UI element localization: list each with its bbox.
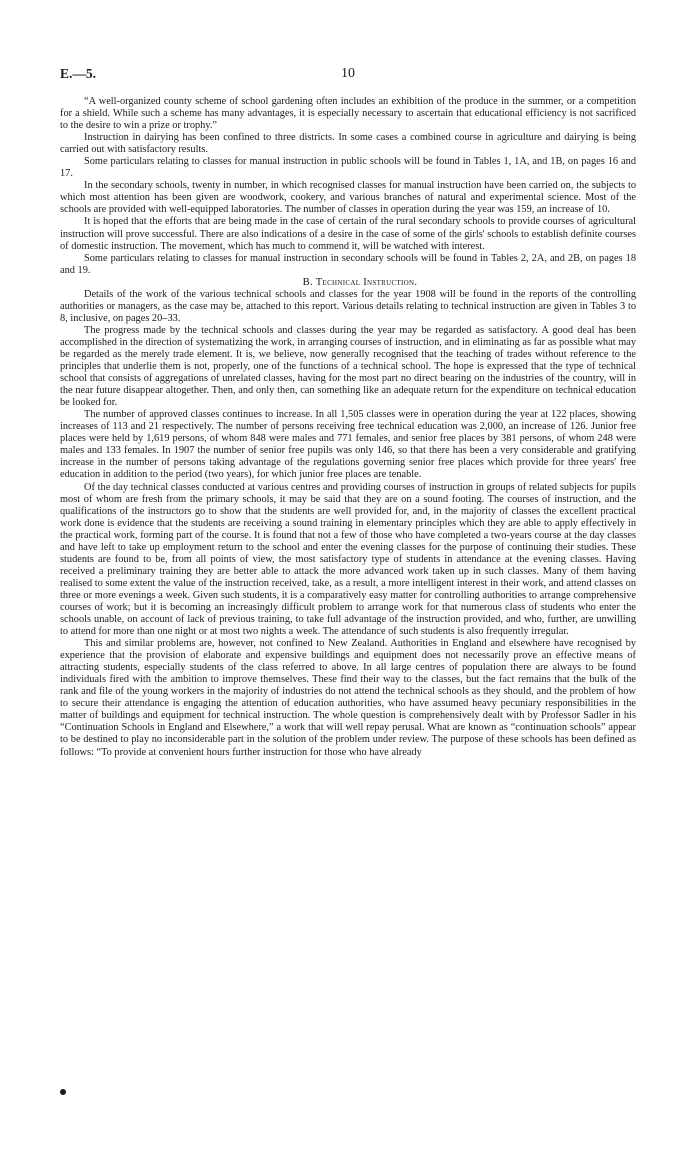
page-header [60,66,636,82]
paragraph-dairying: Instruction in dairying has been confined to three districts. In some cases a combined course in agriculture and dairying is being carried out with satisfactory results. [60,132,636,156]
section-heading: B. Technical Instruction. [302,276,418,288]
paragraph-technical-progress: The progress made by the technical schools and classes during the year may be regarded as satisfactory. A good deal has been accomplished in the direction of systematizing the work, in arranging courses of instruction, and in eliminating as far as possible what may be regarded as the merely trade element. It is, we believe, now generally recognised that the teaching of trades without reference to the principles that underlie them is not, properly, one of the functions of a technical school. The hope is expressed that the type of technical school that consists of aggregations of unrelated classes, having for the most part no direct bearing on the industries of the country, will in the near future disappear altogether. Then, and only then, can something like an adequate return for the expenditure on technical education be looked for. [60,324,636,409]
paragraph-rural-secondary: It is hoped that the efforts that are being made in the case of certain of the rural secondary schools to provide courses of agricultural instruction will prove successful. There are also indications of a desire in the case of some of the girls' schools to establish definite courses of domestic instruction. The movement, which has much to commend it, will be watched with interest. [60,216,636,252]
paragraph-secondary-schools: In the secondary schools, twenty in number, in which recognised classes for manual instruction have been carried on, the subjects to which most attention has been given are woodwork, cookery, and various branches of natural and experimental science. Most of the schools are provided with well-equipped laboratories. The number of classes in operation during the year was 159, an increase of 10. [60,180,636,216]
paragraph-quote-gardening: “A well-organized county scheme of school gardening often includes an exhibition of the produce in the summer, or a competition for a shield. While such a scheme has many advantages, it is especially necessary to ascertain that educational efficiency is not sacrificed to the desire to win a prize or trophy.” [60,96,636,132]
paragraph-manual-public-tables: Some particulars relating to classes for manual instruction in public schools will be found in Tables 1, 1A, and 1B, on pages 16 and 17. [60,156,636,180]
document-reference: E.—5. [60,66,97,81]
paragraph-technical-details: Details of the work of the various technical schools and classes for the year 1908 will be found in the reports of the controlling authorities or managers, as the case may be, attached to this report. Various details relating to technical instruction are given in Tables 3 to 8, inclusive, on pages 20–33. [60,288,636,324]
ink-dot-mark [60,1089,66,1095]
paragraph-similar-problems: This and similar problems are, however, not confined to New Zealand. Authorities in England and elsewhere have recognised by experience that the provision of elaborate and expensive buildings and equipment does not necessarily prove an effective means of attracting students, especially students of the class referred to above. In all large centres of population there are always to be found individuals fired with the ambition to improve themselves. These find their way to the classes, but the fact remains that the bulk of the rank and file of the young workers in the majority of industries do not attend the technical schools as they should, and the problem of how to secure their attendance is engaging the attention of education authorities, who have assumed heavy pecuniary responsibilities in the matter of buildings and equipment for technical instruction. The whole question is comprehensively dealt with by Professor Sadler in his “Continuation Schools in England and Elsewhere,” a work that will well repay perusal. What are known as “continuation schools” appear to be destined to play no inconsiderable part in the solution of the problem under review. The purpose of these schools has been defined as follows: “To provide at convenient hours further instruction for those who have already [60,638,636,758]
document-body [60,96,636,759]
paragraph-day-classes: Of the day technical classes conducted at various centres and providing courses of instruction in groups of related subjects for pupils most of whom are fresh from the primary schools, it may be said that they are on a sound footing. The courses of instruction, and the qualifications of the instructors go to show that the students are well provided for, and, in the majority of classes the excellent practical work done is evidence that the students are receiving a sound training in elementary principles which they are able to apply effectively in the practical work, forming part of the course. It is found that not a few of those who have completed a two-years course at the day classes and have left to take up employment return to the school and enter the evening classes for the purpose of continuing their studies. These students are found to be, from all points of view, the most satisfactory type of students in attendance at the evening classes. Having received a preliminary training they are better able to attack the more advanced work taken up in such classes. Many of them having realised to some extent the value of the instruction received, take, as a result, a more intelligent interest in their work, and attend classes on three or more evenings a week. Given such students, it is a comparatively easy matter for controlling authorities to arrange comprehensive courses of work; but it is becoming an increasingly difficult problem to arrange work for that numerous class of students who enter the schools unable, on account of lack of previous training, to take full advantage of the instruction provided, and who, further, are unwilling to attend for more than one night or at most two nights a week. The attendance of such students is also frequently irregular. [60,481,636,638]
page-number: 10 [341,66,355,81]
paragraph-approved-classes: The number of approved classes continues to increase. In all 1,505 classes were in operation during the year at 122 places, showing increases of 113 and 21 respectively. The number of persons receiving free technical education was 2,000, an increase of 126. Junior free places were held by 1,619 persons, of whom 848 were males and 771 females, and senior free places by 381 persons, of whom 248 were males and 133 females. In 1907 the number of senior free pupils was only 146, so that there has been a very considerable and gratifying increase in the number of persons taking advantage of the regulations governing senior free places which provide for three years' free education in addition to the period (two years), for which junior free places are tenable. [60,409,636,481]
paragraph-manual-secondary-tables: Some particulars relating to classes for manual instruction in secondary schools will be found in Tables 2, 2A, and 2B, on pages 18 and 19. [60,252,636,276]
